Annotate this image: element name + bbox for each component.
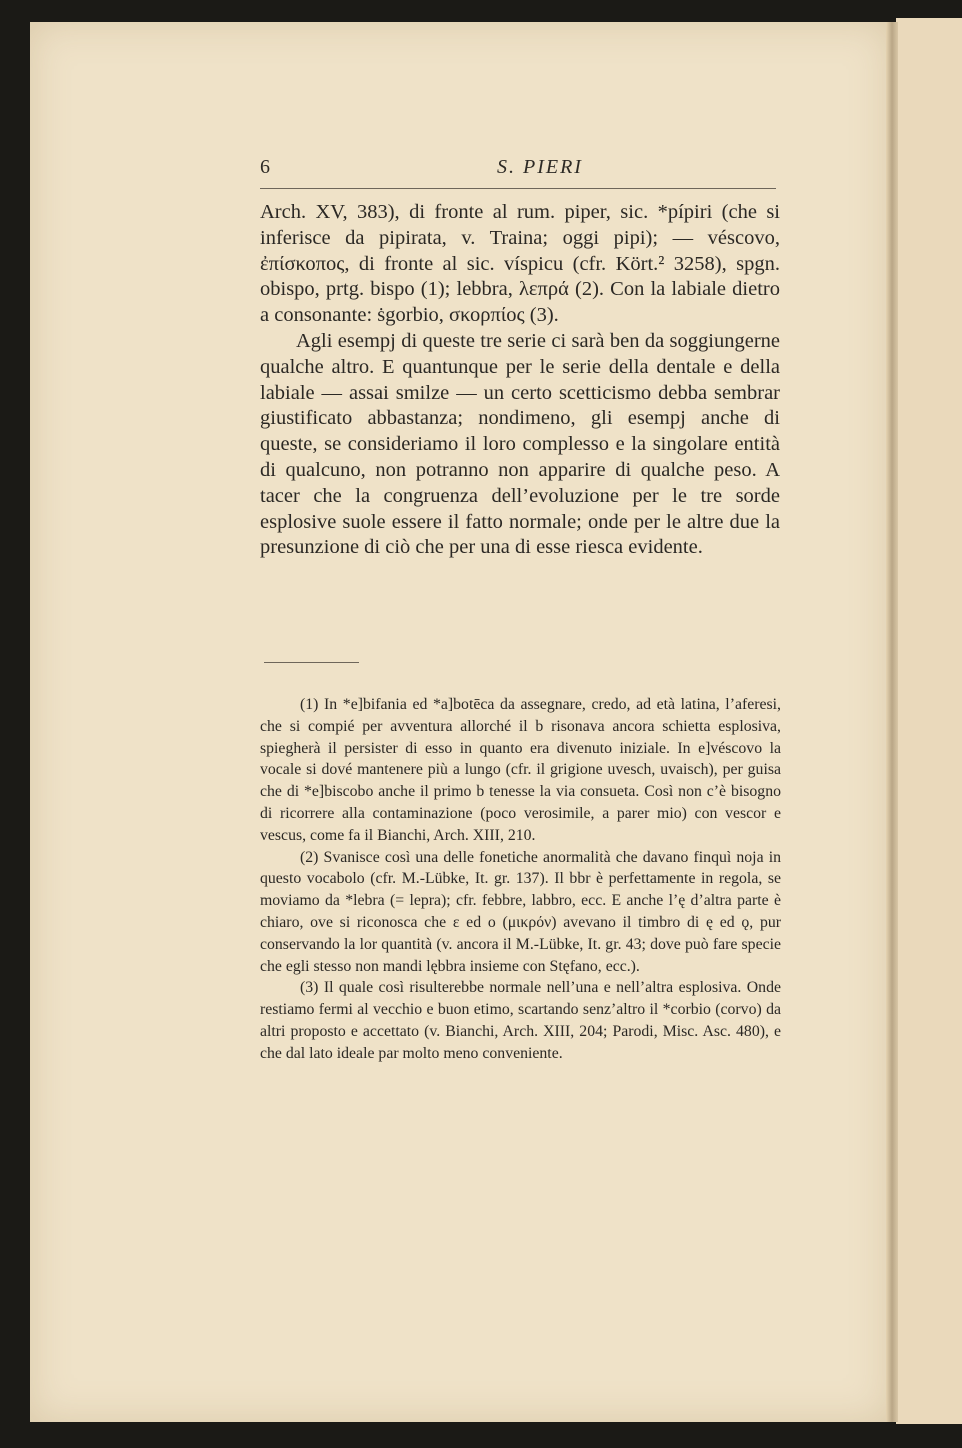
running-header xyxy=(260,156,780,186)
body-paragraph-2: Agli esempj di queste tre serie ci sarà ben da soggiungerne qualche altro. E quantunque per le serie della dentale e della labiale — assai smilze — un certo scetticismo debba sembrar giustificato abbastanza; nondimeno, gli esempj anche di queste, se consideriamo il loro complesso e la singolare entità di qualcuno, non potranno non apparire di qualche peso. A tacer che la congruenza dell’evoluzione per le tre sorde esplosive suole essere il fatto normale; onde per le altre due la presunzione di ciò che per una di esse riesca evidente. xyxy=(260,329,780,559)
page-number: 6 xyxy=(260,156,270,178)
header-rule xyxy=(260,188,776,189)
running-title: S. PIERI xyxy=(497,156,583,178)
body-paragraph-1: Arch. XV, 383), di fronte al rum. piper, sic. *pípiri (che si inferisce da pipirata, v. Traina; oggi pipi); — véscovo, ἐπίσκοπος, di fronte al sic. víspicu (cfr. Kört.² 3258), spgn. obispo, prtg. bispo (1); lebbra, λεπρά (2). Con la labiale dietro a consonante: ṡgorbio, σκορπίος (3). xyxy=(260,201,780,327)
footnote-3: (3) Il quale così risulterebbe normale nell’una e nell’altra esplosiva. Onde restiamo fermi al vecchio e buon etimo, scartando senz’altro il *corbio (corvo) da altri proposto e accettato (v. Bianchi, Arch. XIII, 204; Parodi, Misc. Asc. 480), e che dal lato ideale par molto meno conveniente. xyxy=(260,979,781,1062)
main-text xyxy=(260,200,780,561)
facing-page-edge xyxy=(896,18,962,1424)
footnote-2: (2) Svanisce così una delle fonetiche anormalità che davano finquì noja in questo vocabolo (cfr. M.-Lübke, It. gr. 137). Il bbr è perfettamente in regola, se moviamo da *lebra (= lepra); cfr. febbre, labbro, ecc. E anche l’ę d’altra parte è chiaro, ove si riconosca che ε ed ο (μικρόν) avevano il timbro di ę ed ǫ, pur conservando la lor quantità (v. ancora il M.-Lübke, It. gr. 43; dove può fare specie che egli stesso non mandi lębbra insieme con Stęfano, ecc.). xyxy=(260,848,781,975)
footnotes xyxy=(260,694,781,1065)
footnote-1: (1) In *e]bifania ed *a]botēca da assegnare, credo, ad età latina, l’aferesi, che si compié per avventura allorché il b risonava ancora schietta esplosiva, spiegherà il persister di esso in quanto era divenuto iniziale. In e]véscovo la vocale si dové mantenere più a lungo (cfr. il grigione uvesch, uvaisch), per guisa che di *e]biscobo anche il primo b tenesse la via consueta. Così non c’è bisogno di ricorrere alla contaminazione (poco verosimile, a parer mio) con vescor e vescus, come fa il Bianchi, Arch. XIII, 210. xyxy=(260,696,781,844)
footnote-separator xyxy=(264,662,359,663)
page-gutter xyxy=(886,22,898,1422)
